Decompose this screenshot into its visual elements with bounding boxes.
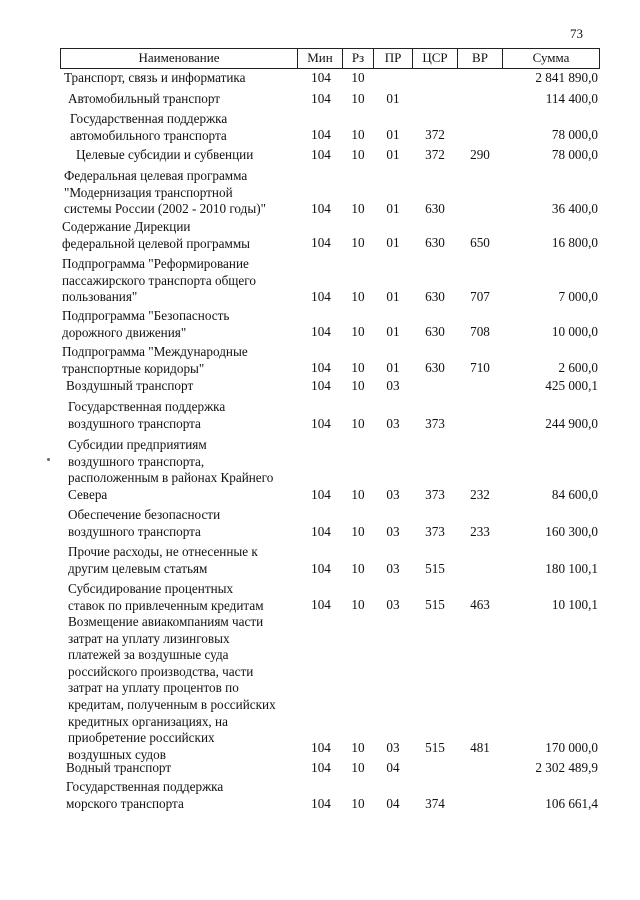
row-name: Государственная поддержка морского транспорта — [66, 779, 224, 811]
row-min: 104 — [311, 147, 331, 162]
row-name: Государственная поддержка воздушного транспорта — [68, 399, 226, 431]
row-name: Водный транспорт — [66, 760, 172, 775]
row-name: Прочие расходы, не отнесенные к другим целевым статьям — [68, 544, 258, 576]
row-min: 104 — [311, 360, 331, 375]
row-csr: 630 — [425, 360, 445, 375]
row-pr: 03 — [386, 597, 400, 612]
row-sum: 2 600,0 — [558, 360, 598, 375]
row-sum: 10 000,0 — [551, 324, 598, 339]
row-sum: 16 800,0 — [551, 235, 598, 250]
row-vr: 232 — [470, 487, 490, 502]
row-csr: 515 — [425, 561, 445, 576]
row-sum: 170 000,0 — [545, 740, 598, 755]
row-pr: 01 — [386, 127, 400, 142]
row-min: 104 — [311, 524, 331, 539]
row-min: 104 — [311, 289, 331, 304]
row-min: 104 — [311, 796, 331, 811]
row-name: Транспорт, связь и информатика — [64, 70, 246, 85]
header-name: Наименование — [138, 50, 220, 65]
row-pr: 01 — [386, 324, 400, 339]
header-sum: Сумма — [532, 50, 570, 65]
row-pr: 01 — [386, 289, 400, 304]
row-name: Субсидии предприятиям воздушного транспорта, расположенным в районах Крайнего Севера — [68, 437, 274, 502]
row-sum: 7 000,0 — [558, 289, 598, 304]
row-sum: 160 300,0 — [545, 524, 598, 539]
row-csr: 373 — [425, 416, 445, 431]
row-csr: 630 — [425, 324, 445, 339]
row-sum: 78 000,0 — [551, 147, 598, 162]
row-min: 104 — [311, 378, 331, 393]
row-csr: 372 — [425, 127, 445, 142]
header-vr: ВР — [472, 50, 488, 65]
row-pr: 01 — [386, 235, 400, 250]
row-name: Федеральная целевая программа "Модернизация транспортной системы России (2002 - 2010 годы)" — [64, 168, 266, 217]
row-pr: 03 — [386, 740, 400, 755]
row-rz: 10 — [351, 235, 365, 250]
row-vr: 290 — [470, 147, 490, 162]
row-rz: 10 — [351, 796, 365, 811]
row-rz: 10 — [351, 201, 365, 216]
row-sum: 2 302 489,9 — [535, 760, 598, 775]
row-rz: 10 — [351, 91, 365, 106]
row-vr: 650 — [470, 235, 490, 250]
row-pr: 03 — [386, 378, 400, 393]
row-vr: 710 — [470, 360, 490, 375]
row-sum: 425 000,1 — [545, 378, 598, 393]
row-name: Целевые субсидии и субвенции — [76, 147, 254, 162]
row-vr: 233 — [470, 524, 490, 539]
row-pr: 03 — [386, 416, 400, 431]
row-vr: 481 — [470, 740, 490, 755]
header-pr: ПР — [384, 50, 402, 65]
row-rz: 10 — [351, 70, 365, 85]
header-bottom-rule — [60, 68, 600, 69]
row-min: 104 — [311, 91, 331, 106]
row-rz: 10 — [351, 740, 365, 755]
row-rz: 10 — [351, 487, 365, 502]
row-min: 104 — [311, 201, 331, 216]
row-rz: 10 — [351, 378, 365, 393]
row-pr: 04 — [386, 760, 400, 775]
row-pr: 03 — [386, 487, 400, 502]
header-top-rule — [60, 48, 600, 49]
row-min: 104 — [311, 597, 331, 612]
row-pr: 01 — [386, 91, 400, 106]
row-name: Субсидирование процентных ставок по привлеченным кредитам — [68, 581, 264, 613]
row-min: 104 — [311, 235, 331, 250]
header-rz: Рз — [351, 50, 365, 65]
row-rz: 10 — [351, 324, 365, 339]
row-name: Воздушный транспорт — [66, 378, 194, 393]
row-vr: 707 — [470, 289, 490, 304]
row-rz: 10 — [351, 147, 365, 162]
row-csr: 630 — [425, 235, 445, 250]
row-name: Возмещение авиакомпаниям части затрат на уплату лизинговых платежей за воздушные суда российского производства, части затрат на уплату процентов по кредитам, полученным в российских кредитных организациях, на приобретение российских воздушных судов — [68, 614, 276, 762]
row-name: Автомобильный транспорт — [68, 91, 221, 106]
row-rz: 10 — [351, 524, 365, 539]
row-name: Подпрограмма "Безопасность дорожного движения" — [62, 308, 230, 340]
row-min: 104 — [311, 127, 331, 142]
row-pr: 03 — [386, 524, 400, 539]
row-min: 104 — [311, 740, 331, 755]
row-sum: 78 000,0 — [551, 127, 598, 142]
row-sum: 36 400,0 — [551, 201, 598, 216]
row-csr: 372 — [425, 147, 445, 162]
row-sum: 2 841 890,0 — [535, 70, 598, 85]
row-pr: 04 — [386, 796, 400, 811]
row-name: Содержание Дирекции федеральной целевой программы — [62, 219, 251, 251]
row-min: 104 — [311, 760, 331, 775]
header-min: Мин — [307, 50, 333, 65]
row-rz: 10 — [351, 760, 365, 775]
row-sum: 114 400,0 — [545, 91, 598, 106]
row-csr: 374 — [425, 796, 445, 811]
row-csr: 515 — [425, 740, 445, 755]
row-min: 104 — [311, 324, 331, 339]
row-name: Обеспечение безопасности воздушного транспорта — [68, 507, 221, 539]
row-min: 104 — [311, 416, 331, 431]
row-sum: 106 661,4 — [545, 796, 598, 811]
row-rz: 10 — [351, 289, 365, 304]
row-vr: 463 — [470, 597, 490, 612]
row-rz: 10 — [351, 360, 365, 375]
row-sum: 84 600,0 — [551, 487, 598, 502]
row-csr: 630 — [425, 289, 445, 304]
row-csr: 373 — [425, 524, 445, 539]
row-csr: 373 — [425, 487, 445, 502]
row-min: 104 — [311, 487, 331, 502]
row-rz: 10 — [351, 416, 365, 431]
row-csr: 630 — [425, 201, 445, 216]
row-name: Подпрограмма "Международные транспортные коридоры" — [62, 344, 248, 376]
row-sum: 244 900,0 — [545, 416, 598, 431]
row-name: Подпрограмма "Реформирование пассажирского транспорта общего пользования" — [62, 256, 256, 305]
scan-speck — [47, 458, 50, 461]
page-number: 73 — [570, 26, 583, 41]
row-rz: 10 — [351, 561, 365, 576]
row-rz: 10 — [351, 597, 365, 612]
row-pr: 01 — [386, 360, 400, 375]
row-name: Государственная поддержка автомобильного транспорта — [70, 111, 228, 143]
row-csr: 515 — [425, 597, 445, 612]
row-sum: 180 100,1 — [545, 561, 598, 576]
header-divider — [599, 48, 600, 68]
row-pr: 01 — [386, 201, 400, 216]
row-sum: 10 100,1 — [551, 597, 598, 612]
row-pr: 03 — [386, 561, 400, 576]
header-csr: ЦСР — [422, 50, 448, 65]
row-pr: 01 — [386, 147, 400, 162]
row-vr: 708 — [470, 324, 490, 339]
row-rz: 10 — [351, 127, 365, 142]
row-min: 104 — [311, 70, 331, 85]
row-min: 104 — [311, 561, 331, 576]
